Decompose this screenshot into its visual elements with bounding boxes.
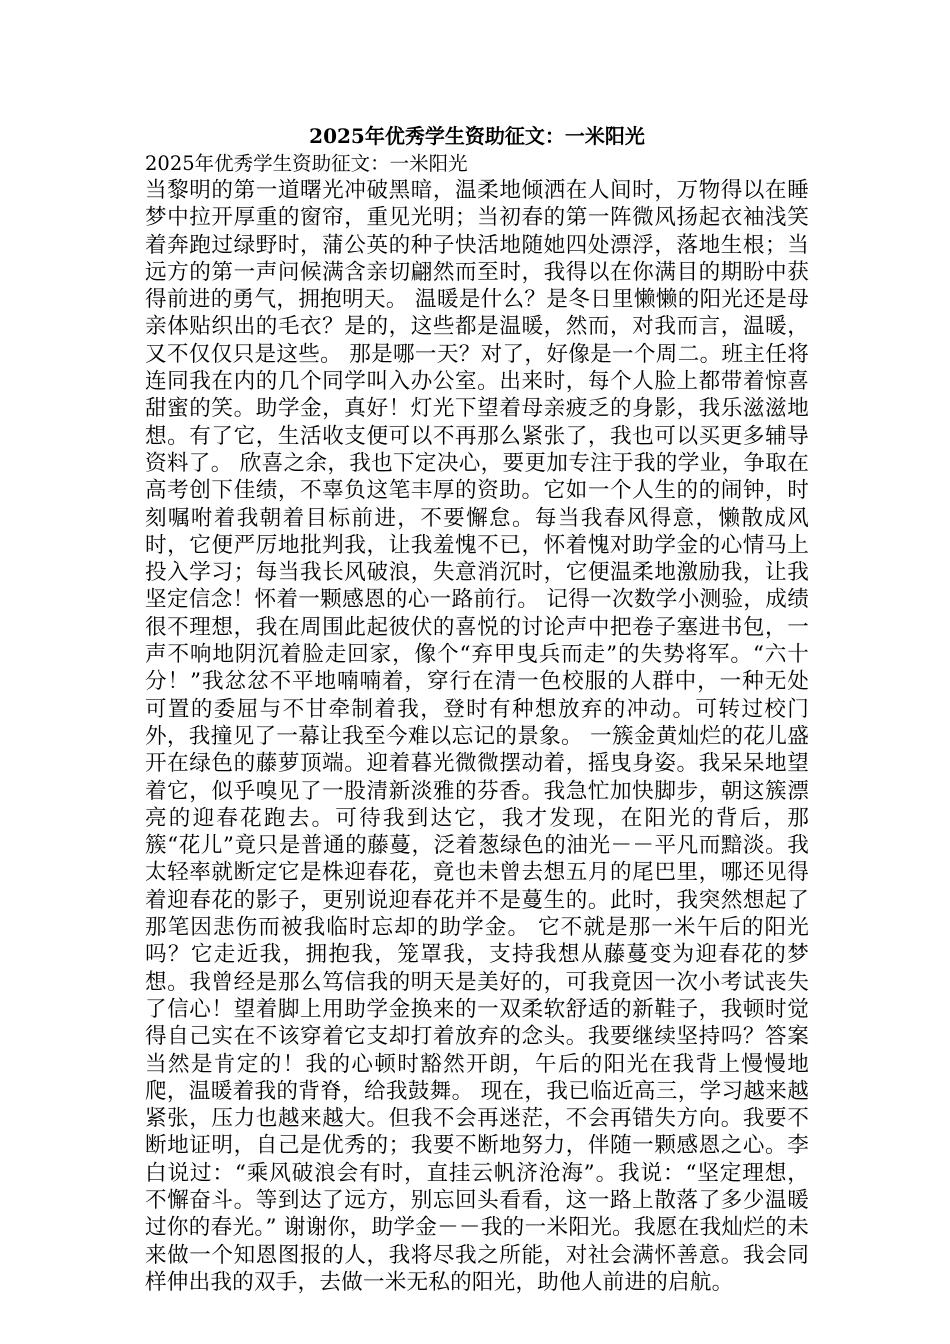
- document-body: 当黎明的第一道曙光冲破黑暗，温柔地倾洒在人间时，万物得以在睡梦中拉开厚重的窗帘，重见光明；当初春的第一阵微风扬起衣袖浅笑着奔跑过绿野时，蒲公英的种子快活地随她四处漂浮，落地生根；当远方的第一声问候满含亲切翩然而至时，我得以在你满目的期盼中获得前进的勇气，拥抱明天。 温暖是什么？是冬日里懒懒的阳光还是母亲体贴织出的毛衣？是的，这些都是温暖，然而，对我而言，温暖，又不仅仅只是这些。 那是哪一天？对了，好像是一个周二。班主任将连同我在内的几个同学叫入办公室。出来时，每个人脸上都带着惊喜甜蜜的笑。助学金，真好！灯光下望着母亲疲乏的身影，我乐滋滋地想。有了它，生活收支便可以不再那么紧张了，我也可以买更多辅导资料了。 欣喜之余，我也下定决心，要更加专注于我的学业，争取在高考创下佳绩，不辜负这笔丰厚的资助。它如一个人生的的闹钟，时刻嘱咐着我朝着目标前进，不要懈怠。每当我春风得意，懒散成风时，它便严厉地批判我，让我羞愧不已，怀着愧对助学金的心情马上投入学习；每当我长风破浪，失意消沉时，它便温柔地激励我，让我坚定信念！怀着一颗感恩的心一路前行。 记得一次数学小测验，成绩很不理想，我在周围此起彼伏的喜悦的讨论声中把卷子塞进书包，一声不响地阴沉着脸走回家，像个“弃甲曳兵而走”的失势将军。“六十分！”我忿忿不平地喃喃着，穿行在清一色校服的人群中，一种无处可置的委屈与不甘牵制着我，登时有种想放弃的冲动。可转过校门外，我撞见了一幕让我至今难以忘记的景象。 一簇金黄灿烂的花儿盛开在绿色的藤萝顶端。迎着暮光微微摆动着，摇曳身姿。我呆呆地望着它，似乎嗅见了一股清新淡雅的芬香。我急忙加快脚步，朝这簇漂亮的迎春花跑去。可待我到达它，我才发现，在阳光的背后，那簇“花儿”竟只是普通的藤蔓，泛着葱绿色的油光－－平凡而黯淡。我太轻率就断定它是株迎春花，竟也未曾去想五月的尾巴里，哪还见得着迎春花的影子，更别说迎春花并不是蔓生的。此时，我突然想起了那笔因悲伤而被我临时忘却的助学金。 它不就是那一米午后的阳光吗？它走近我，拥抱我，笼罩我，支持我想从藤蔓变为迎春花的梦想。我曾经是那么笃信我的明天是美好的，可我竟因一次小考试丧失了信心！望着脚上用助学金换来的一双柔软舒适的新鞋子，我顿时觉得自己实在不该穿着它支却打着放弃的念头。我要继续坚持吗？答案当然是肯定的！我的心顿时豁然开朗，午后的阳光在我背上慢慢地爬，温暖着我的背脊，给我鼓舞。 现在，我已临近高三，学习越来越紧张，压力也越来越大。但我不会再迷茫，不会再错失方向。我要不断地证明，自己是优秀的；我要不断地努力，伴随一颗感恩之心。李白说过：“乘风破浪会有时，直挂云帆济沧海”。我说：“坚定理想，不懈奋斗。等到达了远方，别忘回头看看，这一路上散落了多少温暖过你的春光。” 谢谢你，助学金－－我的一米阳光。我愿在我灿烂的未来做一个知恩图报的人，我将尽我之所能，对社会满怀善意。我会同样伸出我的双手，去做一米无私的阳光，助他人前进的启航。: [145, 178, 809, 1295]
- document-title: 2025年优秀学生资助征文：一米阳光: [309, 124, 645, 148]
- document-subtitle: 2025年优秀学生资助征文：一米阳光: [145, 152, 468, 175]
- document-page: [145, 120, 809, 1296]
